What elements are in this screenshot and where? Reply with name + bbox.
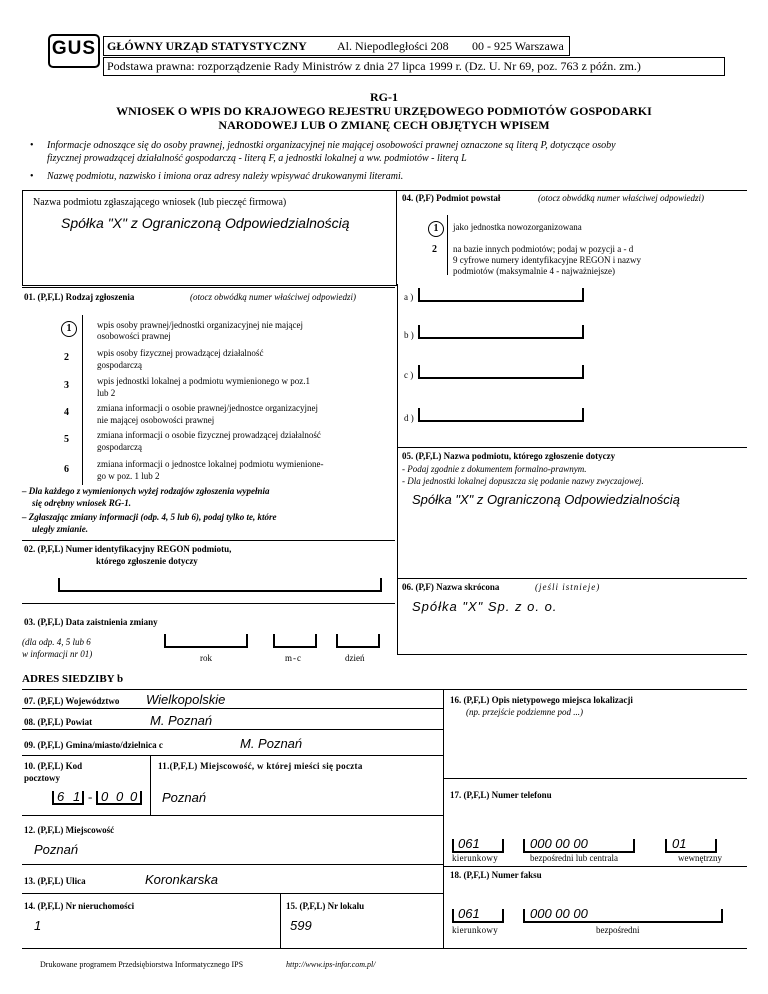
f06-value[interactable]: Spółka "X" Sp. z o. o. (412, 599, 558, 614)
postal-digit-4: 0 (116, 789, 124, 804)
f08-label: 08. (P,F,L) Powiat (24, 717, 93, 727)
f01-option-5-num[interactable]: 5 (64, 434, 69, 445)
f01-note-2b: uległy zmianie. (32, 524, 88, 534)
f03-month-field[interactable] (273, 634, 317, 648)
f01-option-4-num[interactable]: 4 (64, 407, 69, 418)
f18-area-value: 061 (458, 906, 480, 921)
f12-label: 12. (P,F,L) Miejscowość (24, 825, 115, 835)
f16-hint: (np. przejście podziemne pod ...) (466, 707, 583, 717)
f04-option-1-label: jako jednostka nowozorganizowana (453, 222, 582, 232)
f04-option-2-l2: 9 cyfrowe numery identyfikacyjne REGON i nazwy (453, 255, 641, 265)
f17-caption-number: bezpośredni lub centrala (530, 853, 618, 863)
gus-logo-text: GUS (51, 38, 97, 59)
f13-bottom-line (22, 893, 443, 894)
bullet-2: • (30, 171, 34, 182)
f17-label: 17. (P,F,L) Numer telefonu (450, 790, 552, 800)
f03-top-line (22, 603, 395, 604)
f01-hint: (otocz obwódką numer właściwej odpowiedzi) (190, 292, 356, 302)
f02-title-2: którego zgłoszenie dotyczy (96, 556, 198, 566)
regon-field[interactable] (58, 578, 382, 592)
f07-label: 07. (P,F,L) Województwo (24, 696, 120, 706)
f18-label: 18. (P,F,L) Numer faksu (450, 870, 542, 880)
f04-a-field[interactable] (418, 288, 584, 302)
f03-year-caption: rok (200, 653, 212, 663)
f01-option-3-num[interactable]: 3 (64, 380, 69, 391)
f04-top-line (397, 190, 747, 191)
f04-b-label: b ) (404, 330, 414, 340)
f04-option-2-l3: podmiotów (maksymalnie 4 - najważniejsze) (453, 266, 615, 276)
f03-day-field[interactable] (336, 634, 380, 648)
f11-bottom-line (22, 815, 443, 816)
f10-f11-divider (150, 755, 151, 815)
f01-opt1-num: 1 (66, 323, 72, 334)
f01-top-line (22, 287, 395, 288)
f01-note-1b: się odrębny wniosek RG-1. (32, 498, 131, 508)
postal-digit-5: 0 (130, 789, 138, 804)
f03-hint-1: (dla odp. 4, 5 lub 6 (22, 637, 91, 647)
f04-d-label: d ) (404, 413, 414, 423)
f17-number-value: 000 00 00 (530, 836, 588, 851)
address-column-divider (443, 689, 444, 949)
f18-caption-number: bezpośredni (596, 925, 640, 935)
f04-d-field[interactable] (418, 408, 584, 422)
f05-top-line (397, 447, 747, 448)
f07-line (22, 708, 443, 709)
right-column-left-line (397, 284, 398, 654)
office-address: Al. Niepodległości 208 (337, 39, 449, 53)
postal-dash: - (88, 789, 93, 804)
f01-option-1-circle[interactable] (61, 321, 77, 337)
f04-hint: (otocz obwódką numer właściwej odpowiedzi) (538, 193, 704, 203)
f05-value[interactable]: Spółka "X" z Ograniczoną Odpowiedzialnością (412, 492, 680, 507)
f17-ext-value: 01 (672, 836, 687, 851)
address-bottom-line (22, 948, 747, 949)
f15-label: 15. (P,F,L) Nr lokalu (286, 901, 365, 911)
f01-option-1-l2: osobowości prawnej (97, 331, 171, 341)
postal-digit-3: 0 (101, 789, 109, 804)
legal-basis: Podstawa prawna: rozporządzenie Rady Ministrów z dnia 27 lipca 1999 r. (Dz. U. Nr 69, poz. 763 z późn. zm.) (107, 59, 641, 73)
note-line-1: Informacje odnoszące się do osoby prawnej, jednostki organizacyjnej nie mającej osobowości prawnej oznaczone są literą P, dotyczące osoby (47, 140, 616, 151)
f03-month-caption: m-c (285, 653, 302, 663)
f01-option-4-l2: nie mającej osobowości prawnej (97, 415, 215, 425)
f01-option-2-l1: wpis osoby fizycznej prowadzącej działalność (97, 348, 264, 358)
address-top-line (22, 689, 747, 690)
note-line-1b: fizycznej prowadzącej działalność gospodarczą - literą F, a jednostki lokalnej a ww. podmiotów - literą L (47, 153, 467, 164)
f05-title: 05. (P,F,L) Nazwa podmiotu, którego zgłoszenie dotyczy (402, 451, 616, 461)
applicant-value[interactable]: Spółka "X" z Ograniczoną Odpowiedzialnością (61, 215, 350, 231)
f04-option-1-circle[interactable] (428, 221, 444, 237)
f01-title: 01. (P,F,L) Rodzaj zgłoszenia (24, 292, 135, 302)
f01-note-2: – Zgłaszając zmiany informacji (odp. 4, 5 lub 6), podaj tylko te, które (22, 512, 277, 522)
header-office-box (103, 36, 570, 56)
applicant-box (22, 190, 397, 286)
f02-top-line (22, 540, 395, 541)
f04-b-field[interactable] (418, 325, 584, 339)
form-title-line1: WNIOSEK O WPIS DO KRAJOWEGO REJESTRU URZĘDOWEGO PODMIOTÓW GOSPODARKI (116, 104, 652, 118)
f12-bottom-line (22, 864, 443, 865)
f11-value[interactable]: Poznań (162, 790, 207, 805)
postal-digit-1: 6 (57, 789, 65, 804)
f04-divider (447, 215, 448, 275)
f01-option-6-l2: go w poz. 1 lub 2 (97, 471, 160, 481)
f04-opt1-num: 1 (433, 223, 439, 234)
legal-basis-box (103, 57, 725, 76)
f01-option-5-l2: gospodarczą (97, 442, 142, 452)
f17-area-value: 061 (458, 836, 480, 851)
bullet-1: • (30, 140, 34, 151)
f01-option-2-num[interactable]: 2 (64, 352, 69, 363)
f09-label: 09. (P,F,L) Gmina/miasto/dzielnica c (24, 740, 163, 750)
form-code: RG-1 (370, 90, 398, 104)
f14-f15-divider (280, 893, 281, 949)
f04-c-label: c ) (404, 370, 414, 380)
note-line-2: Nazwę podmiotu, nazwisko i imiona oraz adresy należy wpisywać drukowanymi literami. (47, 171, 404, 182)
postal-digit-2: 1 (73, 789, 81, 804)
f17-caption-ext: wewnętrzny (678, 853, 722, 863)
f10-label-1: 10. (P,F,L) Kod (24, 761, 83, 771)
footer-url[interactable]: http://www.ips-infor.com.pl/ (286, 960, 376, 969)
f03-hint-2: w informacji nr 01) (22, 649, 93, 659)
office-postal: 00 - 925 Warszawa (472, 39, 564, 53)
f04-option-2-l1: na bazie innych podmiotów; podaj w pozycji a - d (453, 244, 634, 254)
f11-label: 11.(P,F,L) Miejscowość, w której mieści się poczta (158, 761, 363, 771)
form-title-line2: NARODOWEJ LUB O ZMIANĘ CECH OBJĘTYCH WPISEM (218, 118, 550, 132)
f01-option-5-l1: zmiana informacji o osobie fizycznej prowadzącej działalność (97, 430, 321, 440)
f03-day-caption: dzień (345, 653, 365, 663)
f08-value[interactable]: M. Poznań (150, 713, 213, 728)
f01-option-6-l1: zmiana informacji o jednostce lokalnej podmiotu wymienione- (97, 459, 324, 469)
f01-option-4-l1: zmiana informacji o osobie prawnej/jednostce organizacyjnej (97, 403, 319, 413)
f01-note-1: – Dla każdego z wymienionych wyżej rodzajów zgłoszenia wypełnia (22, 486, 270, 496)
gus-logo (48, 34, 100, 68)
f01-option-1-l1: wpis osoby prawnej/jednostki organizacyjnej nie mającej (97, 320, 304, 330)
f07-value[interactable]: Wielkopolskie (146, 692, 226, 707)
f01-option-3-l2: lub 2 (97, 388, 116, 398)
f04-a-label: a ) (404, 292, 414, 302)
f10-label-2: pocztowy (24, 773, 60, 783)
address-heading: ADRES SIEDZIBY b (22, 673, 124, 685)
f01-divider (82, 315, 83, 485)
section-bottom-line (397, 654, 747, 655)
f12-value[interactable]: Poznań (34, 842, 79, 857)
f16-label: 16. (P,F,L) Opis nietypowego miejsca lokalizacji (450, 695, 633, 705)
f03-title: 03. (P,F,L) Data zaistnienia zmiany (24, 617, 158, 627)
office-name: GŁÓWNY URZĄD STATYSTYCZNY (107, 39, 307, 53)
f09-value[interactable]: M. Poznań (240, 736, 303, 751)
f06-title: 06. (P,F) Nazwa skrócona (402, 582, 500, 592)
f04-c-field[interactable] (418, 365, 584, 379)
f04-title: 04. (P,F) Podmiot powstał (402, 193, 501, 203)
f01-option-3-l1: wpis jednostki lokalnej a podmiotu wymienionego w poz.1 (97, 376, 310, 386)
f05-hint-1: - Podaj zgodnie z dokumentem formalno-prawnym. (402, 464, 587, 474)
f14-label: 14. (P,F,L) Nr nieruchomości (24, 901, 135, 911)
f02-title-1: 02. (P,F,L) Numer identyfikacyjny REGON podmiotu, (24, 544, 232, 554)
f15-value[interactable]: 599 (290, 918, 312, 933)
f05-hint-2: - Dla jednostki lokalnej dopuszcza się podanie nazwy zwyczajowej. (402, 476, 644, 486)
f06-hint: (jeśli istnieje) (535, 582, 601, 592)
f06-top-line (397, 578, 747, 579)
f01-option-6-num[interactable]: 6 (64, 464, 69, 475)
applicant-label: Nazwa podmiotu zgłaszającego wniosek (lub pieczęć firmowa) (33, 197, 287, 208)
f09-line (22, 755, 443, 756)
footer-printed: Drukowane programem Przedsiębiorstwa Informatycznego IPS (40, 960, 244, 969)
f13-value[interactable]: Koronkarska (145, 872, 218, 887)
f08-line (22, 729, 443, 730)
f18-caption-area: kierunkowy (452, 925, 498, 935)
f18-number-value: 000 00 00 (530, 906, 588, 921)
f17-caption-area: kierunkowy (452, 853, 498, 863)
f17-bottom-line (443, 866, 747, 867)
f01-option-2-l2: gospodarczą (97, 360, 142, 370)
f13-label: 13. (P,F,L) Ulica (24, 876, 86, 886)
f04-option-2-num[interactable]: 2 (432, 244, 437, 255)
f03-year-field[interactable] (164, 634, 248, 648)
f16-bottom-line (443, 778, 747, 779)
f14-value[interactable]: 1 (34, 918, 42, 933)
